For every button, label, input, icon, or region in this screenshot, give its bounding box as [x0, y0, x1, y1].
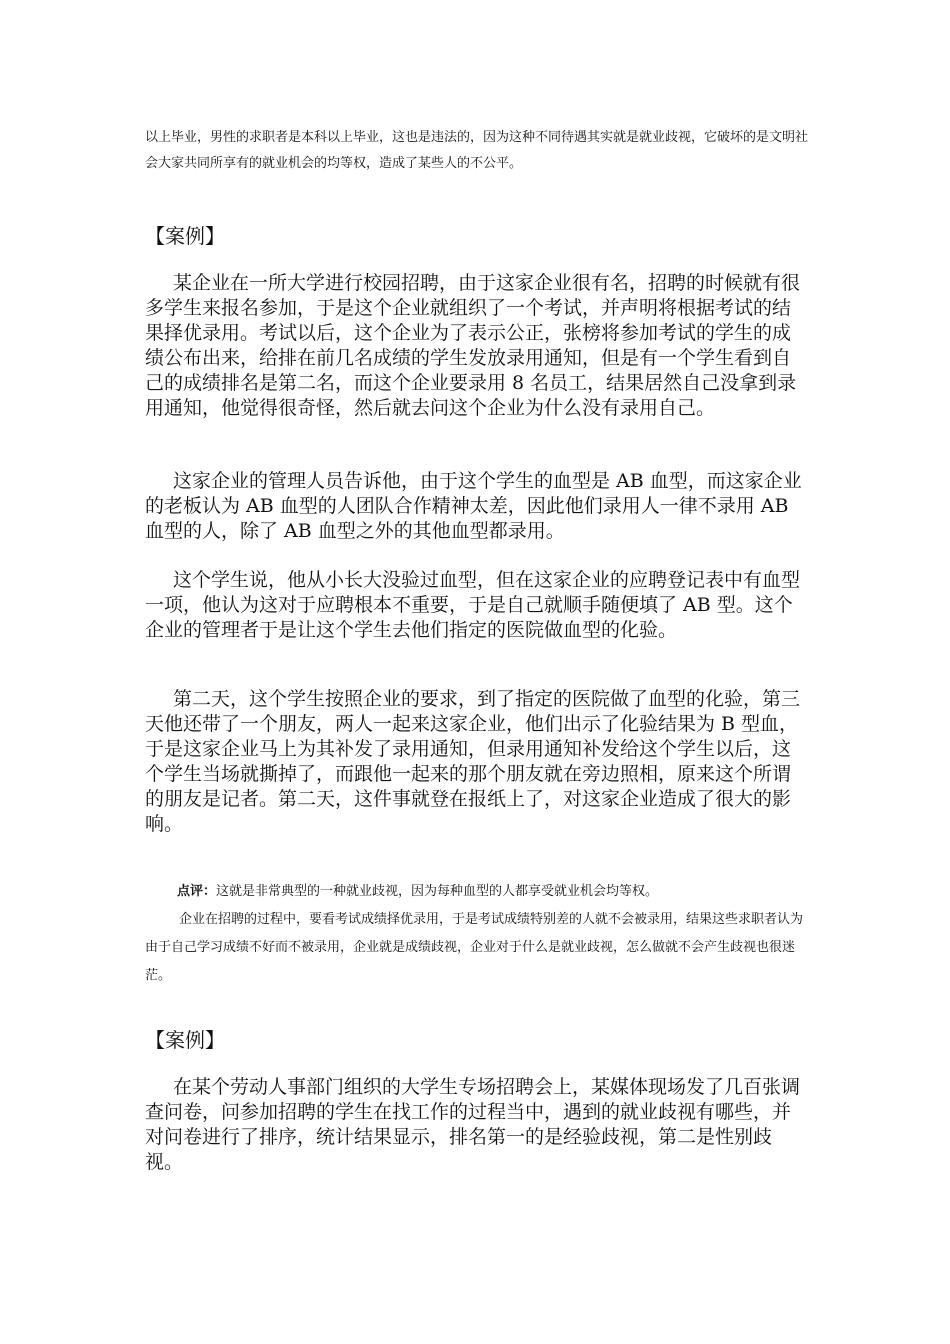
- case1-paragraph-3: 这个学生说，他从小长大没验过血型，但在这家企业的应聘登记表中有血型一项，他认为这对于应聘根本不重要，于是自己就顺手随便填了 AB 型。这个企业的管理者于是让这个学生去他们指定的医院做血型的化验。: [145, 569, 801, 641]
- intro-paragraph: 以上毕业，男性的求职者是本科以上毕业，这也是违法的，因为这种不同待遇其实就是就业歧视，它破坏的是文明社会大家共同所享有的就业机会的均等权，造成了某些人的不公平。: [145, 130, 809, 171]
- case2-heading: 【案例】: [145, 1028, 225, 1052]
- comment-label: 点评：: [177, 884, 217, 899]
- case1-heading: 【案例】: [145, 224, 225, 248]
- case1-comment: [145, 878, 810, 906]
- case2-paragraph: 在某个劳动人事部门组织的大学生专场招聘会上，某媒体现场发了几百张调查问卷，问参加招聘的学生在找工作的过程当中，遇到的就业歧视有哪些，并对问卷进行了排序，统计结果显示，排名第一的是经验歧视，第二是性别歧视。: [145, 1076, 801, 1173]
- comment-text: 这就是非常典型的一种就业歧视，因为每种血型的人都享受就业机会均等权。: [216, 884, 659, 899]
- case1-comment-continuation: 企业在招聘的过程中，要看考试成绩择优录用，于是考试成绩特别差的人就不会被录用，结果这些求职者认为由于自己学习成绩不好而不被录用，企业就是成绩歧视，企业对于什么是就业歧视，怎么做就不会产生歧视也很迷茫。: [145, 912, 804, 983]
- case1-paragraph-1: 某企业在一所大学进行校园招聘，由于这家企业很有名，招聘的时候就有很多学生来报名参加，于是这个企业就组织了一个考试，并声明将根据考试的结果择优录用。考试以后，这个企业为了表示公正，张榜将参加考试的学生的成绩公布出来，给排在前几名成绩的学生发放录用通知，但是有一个学生看到自己的成绩排名是第二名，而这个企业要录用 8 名员工，结果居然自己没拿到录用通知，他觉得很奇怪，然后就去问这个企业为什么没有录用自己。: [145, 272, 801, 419]
- case1-paragraph-2: 这家企业的管理人员告诉他，由于这个学生的血型是 AB 血型，而这家企业的老板认为 AB 血型的人团队合作精神太差，因此他们录用人一律不录用 AB 血型的人，除了 AB 血型之外的其他血型都录用。: [145, 470, 802, 542]
- case1-paragraph-4: 第二天，这个学生按照企业的要求，到了指定的医院做了血型的化验，第三天他还带了一个朋友，两人一起来这家企业，他们出示了化验结果为 B 型血，于是这家企业马上为其补发了录用通知，但录用通知补发给这个学生以后，这个学生当场就撕掉了，而跟他一起来的那个朋友就在旁边照相，原来这个所谓的朋友是记者。第二天，这件事就登在报纸上了，对这家企业造成了很大的影响。: [145, 688, 801, 835]
